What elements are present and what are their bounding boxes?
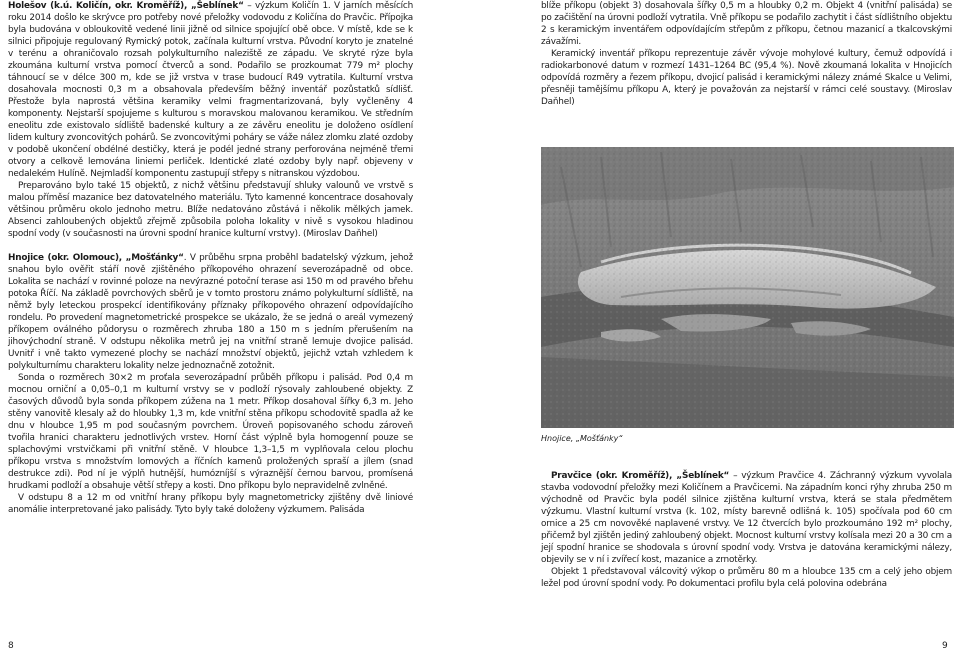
photo-caption: Hnojice, „Mošťánky“ (541, 434, 623, 443)
paragraph: Keramický inventář příkopu reprezentuje závěr vývoje mohylové kultury, čemuž odpovídá i radiokarbonové datum v rozmezí 1431–1264 BC (95,4 %). Nově zkoumaná lokalita v Hnojicích odpovídá rozměry a řezem příkopu, dvojicí palisád i keramickými nálezy známé Skalce u Velimi, přesněji tamějšímu příkopu A, který je považován za nejstarší v rámci celé soustavy. (Miroslav Daňhel) (541, 49, 952, 107)
excavation-photo (541, 147, 954, 428)
left-column (8, 0, 413, 516)
report-holesov (8, 0, 413, 180)
report-hnojice-heading: Hnojice (okr. Olomouc), „Mošťánky“ (8, 253, 184, 263)
report-holesov-heading: Holešov (k.ú. Količín, okr. Kroměříž), „Šeblínek“ (8, 1, 244, 11)
paragraph: Preparováno bylo také 15 objektů, z nichž většinu představují shluky valounů ve vrstvě s malou příměsí mazanice bez datovatelného materiálu. Tyto kamenné koncentrace dosahovaly většinou průměru okolo jednoho metru. Blíže nedatováno zůstává i několik mělkých jamek. Absenci zahloubených objektů zřejmě způsobila poloha lokality v nivě s vysokou hladinou spodní vody (v současnosti na úrovni spodní hranice kulturní vrstvy). (Miroslav Daňhel) (8, 181, 413, 239)
excavation-photo-drawing (541, 147, 954, 428)
paragraph: Objekt 1 představoval válcovitý výkop o průměru 80 m a hloubce 135 cm a celý jeho objem ležel pod úrovní spodní vody. Po dokumentaci profilu byla celá polovina odebrána (541, 567, 952, 589)
right-column-lower (541, 470, 952, 590)
right-column (541, 0, 952, 108)
paragraph: blíže příkopu (objekt 3) dosahovala šířky 0,5 m a hloubky 0,2 m. Objekt 4 (vnitřní palisáda) se po začištění na úrovni podloží vytratila. Vně příkopu se podařilo zachytit i část sídlištního objektu 2 s keramickým inventářem odpovídajícím střepům z příkopu, četnou mazanicí a tkalcovskými závažími. (541, 1, 952, 47)
page-number-left: 8 (8, 641, 14, 651)
report-hnojice-text: . V průběhu srpna proběhl badatelský výzkum, jehož snahou bylo ověřit stáří nově zjištěného příkopového ohrazení severozápadně od obce. Lokalita se nachází v rovinné poloze na nevýrazné potoční terase asi 150 m od pravého břehu potoka Říčí. Na základě povrchových sběrů je v tomto prostoru známo polykulturní sídliště, na němž byly leteckou prospekcí identifikovány příznaky příkopového ohrazení odpovídajícího rondelu. Po provedení magnetometrické prospekce se ukázalo, že se jedná o areál vymezený příkopem oválného půdorysu o rozměrech zhruba 180 a 150 m s jedním přerušením na jihovýchodní straně. V odstupu několika metrů jej na vnitřní straně lemuje dvojice palisád. Uvnitř i vně takto vymezené plochy se nachází množství objektů, jejichž vztah vzhledem k polykulturnímu charakteru lokality nelze jednoznačně zotožnit. (8, 253, 413, 371)
report-pravcice-heading: Pravčice (okr. Kroměříž), „Šeblínek“ (551, 471, 730, 481)
report-pravcice-text: – výzkum Pravčice 4. Záchranný výzkum vyvolala stavba vodovodní přeložky mezi Količínem a Pravčicemi. Na západním konci rýhy zhruba 250 m východně od Pravčic byla podél silnice zjištěna kulturní vrstva, která se stala předmětem výzkumu. Vlastní kulturní vrstva (k. 102, místy barevně odlišná k. 105) spočívala pod 60 cm ornice a 25 cm novověké naplavené vrstvy. Ve 12 čtvercích bylo prozkoumáno 192 m² plochy, přičemž byl zjištěn jediný zahloubený objekt. Mocnost kulturní vrstvy kolísala mezi 20 a 30 cm a její spodní hranice se shodovala s úrovní spodní vody. Vrstva je datována keramickými nálezy, objevily se v ní i zvířecí kost, mazanice a zrnotěrky. (541, 471, 952, 565)
report-pravcice (541, 470, 952, 566)
report-holesov-text: – výzkum Količín 1. V jarních měsících roku 2014 došlo ke skrývce pro potřeby nové přeložky vodovodu z Količína do Pravčic. Přípojka byla budována v obloukovitě vedené linii jižně od silnice spojující obě obce. V místě, kde se k silnici připojuje regulovaný Rymický potok, začínala kulturní vrstva. Původní koryto je znatelné v terénu a ohraničovalo rozsah polykulturního naleziště ze západu. Ve skryté rýze byla zkoumána kulturní vrstva pomocí čtverců a sond. Podařilo se prozkoumat 779 m² plochy táhnoucí se v délce 300 m, kde se již vrstva v trase budoucí R49 vytratila. Kulturní vrstva dosahovala mocnosti 0,3 m a obsahovala především běžný inventář pozůstatků sídlišť. Přestože byla naprostá většina keramiky velmi fragmentarizovaná, byly vyčleněny 4 komponenty. Nejstarší spojujeme s kulturou s moravskou malovanou keramikou. Ve středním eneolitu zde existovalo sídliště badenské kultury a ze závěru eneolitu je doloženo osídlení lidem kultury zvoncovitých pohárů. Se zvoncovitými poháry se váže nález zlomku zlaté ozdoby v podobě ukončení obdélné destičky, která je podél jedné strany perforována nejméně třemi otvory a celkově lemována liniemi perliček. Identické zlaté ozdoby byly např. objeveny v nedalekém Hulíně. Nejmladší komponentu zastupují střepy s nitranskou výzdobou. (8, 1, 413, 179)
paragraph: V odstupu 8 a 12 m od vnitřní hrany příkopu byly magnetometricky zjištěny dvě liniové anomálie interpretované jako palisády. Tyto byly také doloženy výzkumem. Palisáda (8, 493, 413, 515)
paragraph: Sonda o rozměrech 30×2 m proťala severozápadní průběh příkopu i palisád. Pod 0,4 m mocnou orniční a 0,05–0,1 m kulturní vrstvy se v podloží rýsovaly zahloubené objekty. Z časových důvodů byla sonda příkopem zúžena na 1 metr. Příkop dosahoval šířky 6,3 m. Jeho stěny vanovitě klesaly až do hloubky 1,3 m, kde vnitřní stěna příkopu schodovitě spadla až ke dnu v hloubce 1,95 m pod současným povrchem. Úroveň popisovaného schodu zároveň tvořila hranici charakteru jednotlivých vrstev. Horní část výplně byla homogenní pouze se splachovými vrstvičkami při vnitřní stěně. V hloubce 1,3–1,5 m vyplňovala celou plochu příkopu vrstva s množstvím lomových a říčních kamenů proložených spraší a jílem (snad destrukce zdi). Pod ní je výplň hutnější, humózníjší s výraznější černou barvou, promísená hrudkami podloží a obsahuje větší střepy a kosti. Dno příkopu bylo nepravidelně zvlněné. (8, 373, 413, 491)
report-hnojice (8, 252, 413, 372)
page-number-right: 9 (942, 641, 948, 651)
